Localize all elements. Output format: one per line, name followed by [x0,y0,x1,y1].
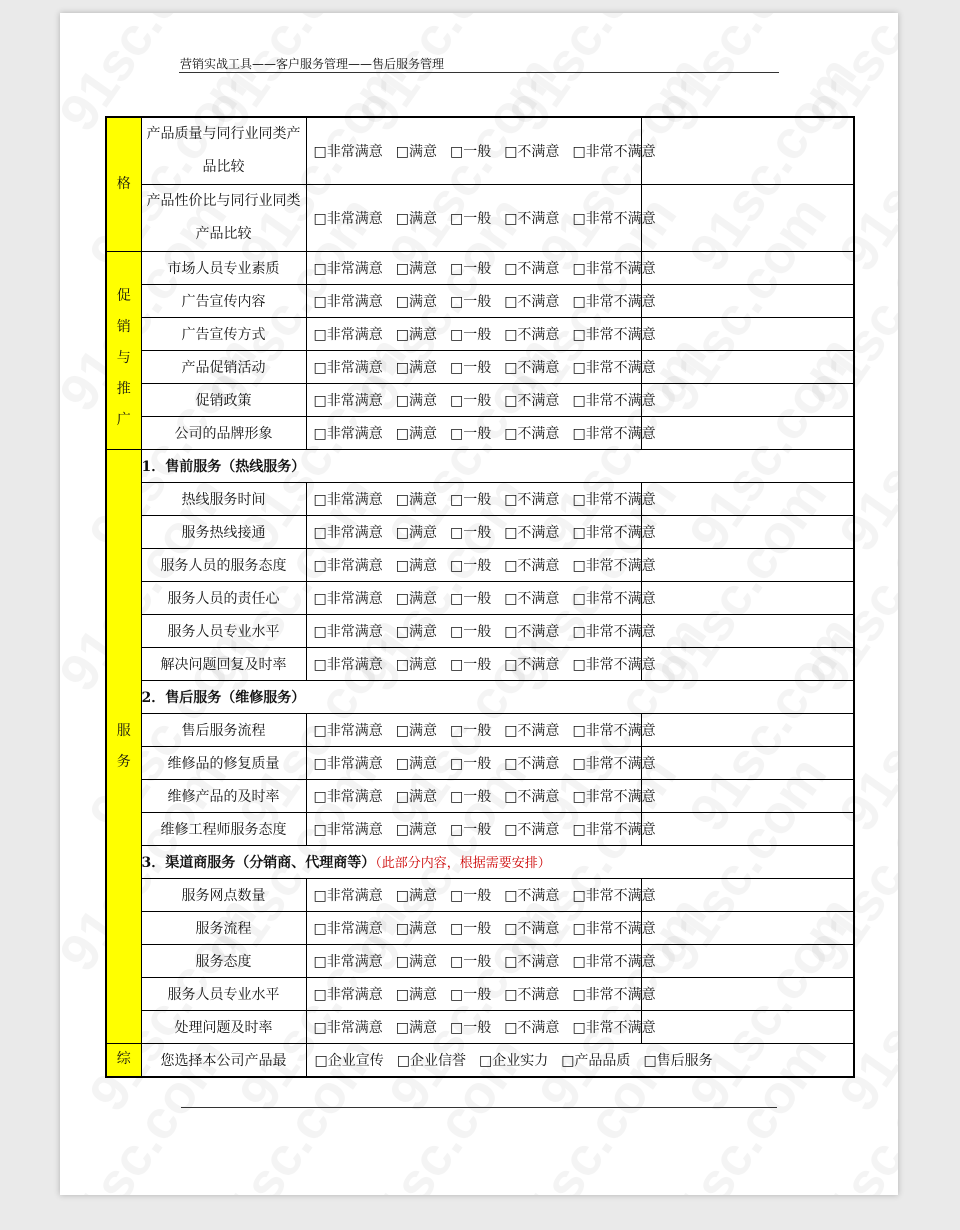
rating-checkbox[interactable]: □满意 [395,756,437,772]
survey-item-label: 解决问题回复及时率 [141,648,306,681]
rating-checkbox[interactable]: □一般 [449,624,492,640]
rating-checkbox[interactable]: □不满意 [504,1020,560,1036]
rating-checkbox[interactable]: □非常不满意 [572,822,656,838]
rating-options[interactable] [306,516,656,549]
rating-checkbox[interactable]: □非常不满意 [572,921,656,937]
table-row [106,516,854,549]
rating-checkbox[interactable]: □满意 [395,294,437,310]
rating-checkbox[interactable]: □一般 [449,525,492,541]
rating-checkbox[interactable]: □一般 [449,261,492,277]
rating-checkbox[interactable]: □不满意 [504,954,560,970]
rating-checkbox[interactable]: □非常不满意 [572,211,656,227]
comment-cell[interactable] [641,780,854,813]
category-char: 务 [116,753,131,770]
table-row [106,648,854,681]
rating-checkbox[interactable]: □非常满意 [313,756,383,772]
survey-item-label: 维修工程师服务态度 [141,813,306,846]
survey-item-label: 维修产品的及时率 [141,780,306,813]
rating-checkbox[interactable]: □非常满意 [313,327,383,343]
rating-checkbox[interactable]: □非常不满意 [572,657,656,673]
rating-checkbox[interactable]: □非常不满意 [572,327,656,343]
rating-options[interactable] [306,912,656,945]
rating-checkbox[interactable]: □一般 [449,294,492,310]
subsection-title-text: 2．售后服务（维修服务） [141,690,306,706]
rating-checkbox[interactable]: □满意 [395,822,437,838]
comment-cell[interactable] [641,648,854,681]
rating-checkbox[interactable]: □不满意 [504,756,560,772]
table-row [106,747,854,780]
rating-checkbox[interactable]: □非常满意 [313,822,383,838]
table-row [106,252,854,285]
rating-checkbox[interactable]: □不满意 [504,525,560,541]
table-row [106,813,854,846]
survey-item-label: 售后服务流程 [141,714,306,747]
document-page [60,13,898,1195]
rating-checkbox[interactable]: □非常不满意 [572,360,656,376]
comment-cell[interactable] [641,483,854,516]
preference-checkbox[interactable]: □产品品质 [561,1052,631,1069]
rating-options[interactable] [306,978,656,1011]
rating-checkbox[interactable]: □满意 [395,211,437,227]
rating-checkbox[interactable]: □非常满意 [313,294,383,310]
rating-checkbox[interactable]: □非常不满意 [572,492,656,508]
rating-options[interactable] [306,117,656,185]
rating-options[interactable] [306,714,656,747]
table-row [106,351,854,384]
category-char: 与 [116,350,131,366]
table-row [106,978,854,1011]
rating-options[interactable] [306,1011,656,1044]
rating-options[interactable] [306,185,656,252]
rating-checkbox[interactable]: □非常不满意 [572,756,656,772]
preference-checkbox[interactable]: □企业实力 [478,1052,549,1069]
comment-cell[interactable] [641,318,854,351]
table-row [106,615,854,648]
survey-item-label: 服务人员的责任心 [141,582,306,615]
rating-checkbox[interactable]: □满意 [395,492,437,508]
table-row [106,582,854,615]
survey-item-label: 广告宣传内容 [141,285,306,318]
rating-checkbox[interactable]: □一般 [449,756,492,772]
rating-checkbox[interactable]: □一般 [449,954,492,970]
footer-divider [181,1107,777,1108]
rating-checkbox[interactable]: □满意 [395,426,437,442]
table-row [106,117,854,185]
rating-options[interactable] [306,648,656,681]
comment-cell[interactable] [641,714,854,747]
rating-checkbox[interactable]: □不满意 [504,591,560,607]
rating-options[interactable] [306,945,656,978]
rating-options[interactable] [306,615,656,648]
rating-checkbox[interactable]: □满意 [395,624,437,640]
rating-checkbox[interactable]: □不满意 [504,426,560,442]
rating-checkbox[interactable]: □满意 [395,261,437,277]
rating-checkbox[interactable]: □满意 [395,144,437,160]
comment-cell[interactable] [641,912,854,945]
rating-options[interactable] [306,252,656,285]
rating-checkbox[interactable]: □非常满意 [313,987,383,1003]
table-row [106,549,854,582]
rating-options[interactable] [306,318,656,351]
subsection-title [141,681,854,714]
survey-item-label: 维修品的修复质量 [141,747,306,780]
rating-checkbox[interactable]: □非常不满意 [572,294,656,310]
category-cell: 格 [106,117,141,252]
rating-checkbox[interactable]: □不满意 [504,921,560,937]
rating-checkbox[interactable]: □非常满意 [313,954,383,970]
table-row [106,912,854,945]
rating-checkbox[interactable]: □非常不满意 [572,426,656,442]
category-char: 广 [116,412,131,428]
comment-cell[interactable] [641,582,854,615]
rating-checkbox[interactable]: □非常满意 [313,789,383,805]
rating-checkbox[interactable]: □满意 [395,921,437,937]
category-char: 销 [116,319,131,335]
comment-cell[interactable] [641,185,854,252]
survey-item-label: 产品促销活动 [141,351,306,384]
subsection-title [141,846,854,879]
rating-checkbox[interactable]: □一般 [449,888,492,904]
rating-checkbox[interactable]: □非常不满意 [572,954,656,970]
rating-checkbox[interactable]: □非常满意 [313,360,383,376]
rating-checkbox[interactable]: □不满意 [504,888,560,904]
rating-checkbox[interactable]: □满意 [395,360,437,376]
rating-checkbox[interactable]: □不满意 [504,327,560,343]
rating-checkbox[interactable]: □不满意 [504,360,560,376]
rating-options[interactable] [306,813,656,846]
rating-checkbox[interactable]: □一般 [449,1020,492,1036]
category-char: 推 [116,381,131,397]
rating-checkbox[interactable]: □不满意 [504,789,560,805]
subsection-title-text: 3．渠道商服务（分销商、代理商等） [141,855,376,871]
rating-checkbox[interactable]: □非常满意 [313,888,383,904]
survey-item-label: 处理问题及时率 [141,1011,306,1044]
survey-item-label: 服务人员的服务态度 [141,549,306,582]
rating-checkbox[interactable]: □满意 [395,558,437,574]
survey-item-label: 您选择本公司产品最 [141,1044,306,1077]
rating-checkbox[interactable]: □一般 [449,723,492,739]
rating-checkbox[interactable]: □非常满意 [313,144,383,160]
comment-cell[interactable] [641,351,854,384]
comment-cell[interactable] [641,285,854,318]
rating-checkbox[interactable]: □非常满意 [313,525,383,541]
table-row [106,945,854,978]
rating-checkbox[interactable]: □不满意 [504,211,560,227]
rating-checkbox[interactable]: □不满意 [504,144,560,160]
table-row [106,1011,854,1044]
rating-checkbox[interactable]: □一般 [449,426,492,442]
rating-checkbox[interactable]: □一般 [449,921,492,937]
rating-checkbox[interactable]: □不满意 [504,987,560,1003]
comment-cell[interactable] [641,384,854,417]
rating-checkbox[interactable]: □满意 [395,657,437,673]
rating-checkbox[interactable]: □非常不满意 [572,987,656,1003]
category-char: 服 [116,722,131,739]
rating-checkbox[interactable]: □不满意 [504,492,560,508]
rating-checkbox[interactable]: □满意 [395,987,437,1003]
preference-checkbox[interactable]: □企业信誉 [396,1052,466,1069]
rating-checkbox[interactable]: □一般 [449,558,492,574]
table-row [106,483,854,516]
rating-checkbox[interactable]: □满意 [395,591,437,607]
rating-checkbox[interactable]: □非常满意 [313,723,383,739]
survey-item-label: 服务流程 [141,912,306,945]
rating-options[interactable] [306,582,656,615]
comment-cell[interactable] [641,879,854,912]
category-cell [106,252,141,450]
rating-checkbox[interactable]: □非常不满意 [572,558,656,574]
category-cell: 综 [106,1044,141,1077]
comment-cell[interactable] [641,252,854,285]
rating-checkbox[interactable]: □不满意 [504,294,560,310]
rating-checkbox[interactable]: □非常不满意 [572,525,656,541]
survey-item-label: 服务态度 [141,945,306,978]
table-row [106,879,854,912]
rating-checkbox[interactable]: □一般 [449,327,492,343]
rating-checkbox[interactable]: □一般 [449,211,492,227]
table-row [106,1044,854,1077]
table-row [106,780,854,813]
rating-checkbox[interactable]: □满意 [395,789,437,805]
rating-checkbox[interactable]: □一般 [449,144,492,160]
rating-options[interactable] [306,384,656,417]
rating-options[interactable] [306,747,656,780]
rating-checkbox[interactable]: □非常满意 [313,657,383,673]
rating-checkbox[interactable]: □非常满意 [313,921,383,937]
table-row [106,714,854,747]
comment-cell[interactable] [641,1011,854,1044]
rating-checkbox[interactable]: □一般 [449,789,492,805]
rating-checkbox[interactable]: □非常满意 [313,426,383,442]
subsection-note: （此部分内容，根据需要安排） [375,856,551,871]
rating-options[interactable] [306,417,656,450]
rating-checkbox[interactable]: □满意 [395,525,437,541]
rating-options[interactable] [306,483,656,516]
page-header-title: 营销实战工具——客户服务管理——售后服务管理 [180,57,445,71]
preference-checkbox[interactable]: □售后服务 [643,1052,713,1069]
rating-checkbox[interactable]: □一般 [449,657,492,673]
rating-options[interactable] [306,285,656,318]
rating-checkbox[interactable]: □一般 [449,360,492,376]
rating-checkbox[interactable]: □非常不满意 [572,789,656,805]
rating-checkbox[interactable]: □满意 [395,327,437,343]
comment-cell[interactable] [641,549,854,582]
rating-checkbox[interactable]: □一般 [449,822,492,838]
rating-checkbox[interactable]: □非常不满意 [572,261,656,277]
rating-checkbox[interactable]: □满意 [395,393,437,409]
comment-cell[interactable] [641,978,854,1011]
survey-item-label: 服务热线接通 [141,516,306,549]
survey-item-label: 广告宣传方式 [141,318,306,351]
rating-options[interactable] [306,351,656,384]
survey-item-label: 产品性价比与同行业同类产品比较 [141,185,306,252]
rating-checkbox[interactable]: □非常不满意 [572,393,656,409]
rating-checkbox[interactable]: □一般 [449,492,492,508]
rating-checkbox[interactable]: □不满意 [504,723,560,739]
survey-item-label: 服务网点数量 [141,879,306,912]
rating-checkbox[interactable]: □非常满意 [313,624,383,640]
rating-options[interactable] [306,780,656,813]
table-row [106,285,854,318]
rating-checkbox[interactable]: □一般 [449,393,492,409]
table-row [106,681,854,714]
rating-checkbox[interactable]: □非常不满意 [572,144,656,160]
survey-item-label: 市场人员专业素质 [141,252,306,285]
rating-checkbox[interactable]: □不满意 [504,822,560,838]
survey-item-label: 热线服务时间 [141,483,306,516]
table-row [106,846,854,879]
comment-cell[interactable] [641,516,854,549]
survey-item-label: 服务人员专业水平 [141,978,306,1011]
rating-checkbox[interactable]: □非常满意 [313,1020,383,1036]
rating-checkbox[interactable]: □一般 [449,591,492,607]
rating-options[interactable] [306,549,656,582]
table-row [106,384,854,417]
comment-cell[interactable] [641,615,854,648]
rating-checkbox[interactable]: □非常不满意 [572,1020,656,1036]
rating-checkbox[interactable]: □非常不满意 [572,624,656,640]
preference-checkbox[interactable]: □企业宣传 [314,1052,384,1069]
rating-options[interactable] [306,879,656,912]
rating-checkbox[interactable]: □不满意 [504,558,560,574]
comment-cell[interactable] [641,747,854,780]
survey-item-label: 促销政策 [141,384,306,417]
comment-cell[interactable] [641,417,854,450]
comment-cell[interactable] [641,945,854,978]
table-row [106,318,854,351]
rating-checkbox[interactable]: □非常不满意 [572,888,656,904]
rating-checkbox[interactable]: □满意 [395,723,437,739]
rating-checkbox[interactable]: □不满意 [504,624,560,640]
comment-cell[interactable] [641,813,854,846]
rating-checkbox[interactable]: □满意 [395,954,437,970]
rating-checkbox[interactable]: □满意 [395,888,437,904]
survey-item-label: 公司的品牌形象 [141,417,306,450]
satisfaction-survey-table [105,116,855,1078]
rating-checkbox[interactable]: □非常满意 [313,211,383,227]
rating-checkbox[interactable]: □非常不满意 [572,723,656,739]
rating-checkbox[interactable]: □一般 [449,987,492,1003]
rating-checkbox[interactable]: □非常满意 [313,558,383,574]
rating-checkbox[interactable]: □非常满意 [313,591,383,607]
preference-options[interactable] [306,1044,854,1077]
rating-checkbox[interactable]: □满意 [395,1020,437,1036]
rating-checkbox[interactable]: □非常满意 [313,261,383,277]
rating-checkbox[interactable]: □不满意 [504,657,560,673]
category-char: 促 [116,288,131,304]
rating-checkbox[interactable]: □不满意 [504,261,560,277]
table-row [106,450,854,483]
table-row [106,185,854,252]
survey-item-label: 服务人员专业水平 [141,615,306,648]
rating-checkbox[interactable]: □非常满意 [313,393,383,409]
subsection-title-text: 1．售前服务（热线服务） [141,459,306,475]
rating-checkbox[interactable]: □不满意 [504,393,560,409]
header-divider [179,72,779,73]
survey-item-label: 产品质量与同行业同类产品比较 [141,117,306,185]
rating-checkbox[interactable]: □非常满意 [313,492,383,508]
table-row [106,417,854,450]
rating-checkbox[interactable]: □非常不满意 [572,591,656,607]
category-cell [106,450,141,1044]
comment-cell[interactable] [641,117,854,185]
subsection-title [141,450,854,483]
